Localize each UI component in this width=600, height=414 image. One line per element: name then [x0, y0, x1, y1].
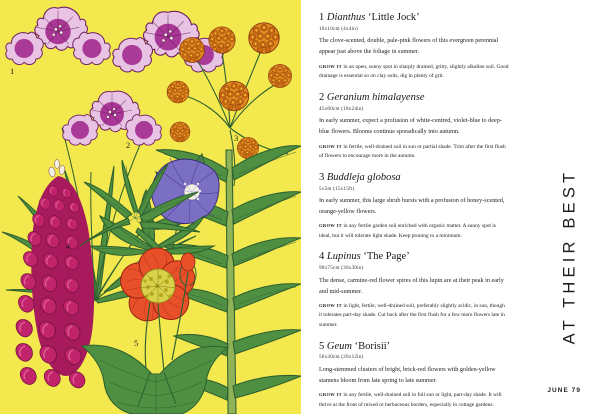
entry-dimensions: 90x75cm (36x30in) [319, 265, 364, 272]
grow-it-label: GROW IT [319, 392, 342, 398]
plate-label-5: 5 [134, 338, 139, 348]
plate-label-2: 2 [126, 140, 131, 150]
grow-it-text: in fertile, well-drained soil in sun or partial shade. Trim after the first flush of flowers to encourage more in the autumn. [319, 143, 506, 159]
entry-genus: Geum [326, 340, 352, 352]
plant-entry [319, 92, 509, 161]
plate-label-3: 3 [234, 133, 239, 143]
entry-heading [319, 251, 509, 263]
entry-heading [319, 172, 509, 184]
entry-genus: Dianthus [326, 12, 366, 23]
entry-dimensions: 50x30cm (20x12in) [319, 354, 364, 361]
entry-grow-note [319, 143, 509, 162]
plant-entry-list [319, 12, 509, 410]
entry-number: 2 [319, 91, 325, 103]
grow-it-text: in light, fertile, well-drained soil, preferably slightly acidic, in sun, though it tolerates part-day shade. Cut back after the first flush for a few more flowers late in summer. [319, 303, 505, 328]
plant-entry [319, 172, 509, 241]
entry-genus: Geranium himalayense [326, 91, 425, 103]
entry-grow-note [319, 302, 509, 330]
entry-dimensions: 45x60cm (18x24in) [319, 105, 364, 112]
entry-description: The dense, carmine-red flower spires of this lupin are at their peak in early and mid-summer. [319, 276, 504, 295]
entry-genus: Lupinus [326, 251, 361, 263]
entry-heading [319, 341, 509, 353]
page-folio: JUNE 79 [547, 387, 581, 394]
grow-it-label: GROW IT [319, 63, 342, 69]
entry-cultivar: ‘The Page’ [363, 251, 410, 263]
entry-description: In early summer, this large shrub bursts with a profusion of honey-scented, orange-yellow flowers. [319, 197, 505, 215]
entry-heading [319, 12, 509, 24]
plate-label-4: 4 [66, 241, 71, 251]
running-head [557, 16, 583, 345]
grow-it-label: GROW IT [319, 223, 342, 229]
plant-entry [319, 251, 509, 330]
entry-grow-note [319, 391, 509, 410]
grow-it-text: in any fertile, well-drained soil in full sun or light, part-day shade. It will thrive at the front of mixed or herbaceous borders, especially in cottage gardens. [319, 392, 502, 408]
grow-it-text: in an open, sunny spot in sharply drained, gritty, slightly alkaline soil. Good drainage is essential so on clay soils, dig in plenty of grit. [319, 63, 509, 80]
entry-heading [319, 92, 509, 104]
entry-number: 1 [319, 12, 325, 23]
plate-label-1: 1 [10, 66, 15, 76]
entry-cultivar: ‘Little Jock’ [368, 12, 420, 23]
plant-entry [319, 12, 509, 81]
grow-it-text: in any fertile garden soil enriched with organic matter. A sunny spot is ideal, but it will tolerate light shade. Keep pruning to a minimum. [319, 223, 496, 239]
entry-number: 5 [319, 340, 325, 352]
running-head-text: AT THEIR BEST [560, 168, 579, 345]
entry-number: 3 [319, 171, 325, 183]
entry-description: In early summer, expect a profusion of white-centred, violet-blue to deep-blue flowers. Blooms continue sporadically into autumn. [319, 117, 502, 135]
grow-it-label: GROW IT [319, 303, 342, 309]
entry-genus: Buddleja globosa [326, 171, 401, 183]
entry-grow-note [319, 222, 509, 241]
entry-cultivar: ‘Borisii’ [354, 340, 391, 352]
entry-description: The clove-scented, double, pale-pink flowers of this evergreen perennial appear just above the foliage in summer. [319, 37, 499, 56]
plant-entry [319, 341, 509, 410]
entry-description: Long-stemmed clusters of bright, brick-red flowers with golden-yellow stamens bloom from late spring to late summer. [319, 365, 496, 384]
entry-dimensions: 10x10cm (4x4in) [319, 25, 358, 32]
grow-it-label: GROW IT [319, 143, 342, 149]
entry-grow-note [319, 63, 509, 82]
entry-number: 4 [319, 251, 325, 263]
text-panel [301, 0, 600, 414]
entry-dimensions: 5x5m (15x15ft) [319, 185, 355, 192]
